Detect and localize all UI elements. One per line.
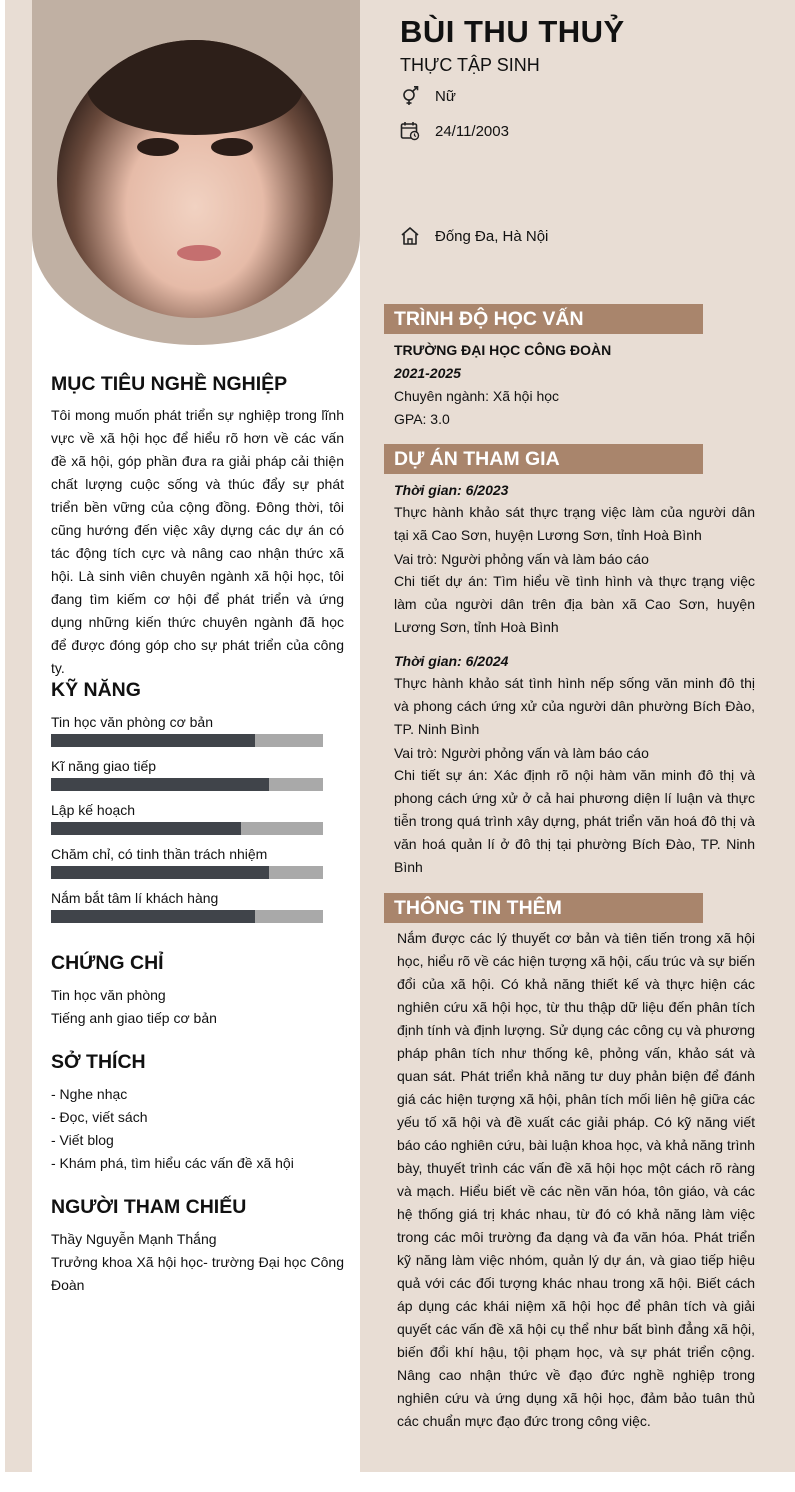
gender-row xyxy=(400,86,456,106)
skill-label: Tin học văn phòng cơ bản xyxy=(51,714,213,730)
certificates-title: CHỨNG CHỈ xyxy=(51,952,164,974)
address-row xyxy=(400,226,548,246)
project-role: Vai trò: Người phỏng vấn và làm báo cáo xyxy=(394,745,649,761)
education-gpa: GPA: 3.0 xyxy=(394,411,450,427)
project-name: Thực hành khảo sát tình hình nếp sống văn minh đô thị và phong cách ứng xử của người dân phường Bích Đào, TP. Ninh Bình xyxy=(394,675,755,737)
hobby-item: - Nghe nhạc xyxy=(51,1086,128,1102)
photo-hair xyxy=(87,40,303,135)
profile-photo xyxy=(57,40,333,318)
skill-bar-fill xyxy=(51,866,269,879)
gender-icon xyxy=(400,86,420,106)
skill-bar-fill xyxy=(51,778,269,791)
project-time: Thời gian: 6/2024 xyxy=(394,653,509,669)
birthday-row xyxy=(400,121,509,141)
skill-label: Lập kế hoạch xyxy=(51,802,136,818)
hobbies-title: SỞ THÍCH xyxy=(51,1051,146,1073)
hobby-item: - Khám phá, tìm hiểu các vấn đề xã hội xyxy=(51,1155,294,1171)
skill-bar-fill xyxy=(51,734,255,747)
objective-text: Tôi mong muốn phát triển sự nghiệp trong lĩnh vực về xã hội học để hiểu rõ hơn về các vấn đề xã hội, góp phần đưa ra giải pháp cải thiện chất lượng cuộc sống và thúc đẩy sự phát triển bền vững của cộng đồng. Đông thời, tôi cũng hướng đến việc xây dựng các dự án có tác động tích cực và nâng cao nhận thức xã hội. Là sinh viên chuyên ngành xã hội học, tôi đang tìm kiếm cơ hội để phát triển và ứng dụng những kiến thức chuyên ngành đã học để được đóng góp cho sự phát triển của công ty. xyxy=(51,407,344,676)
skills-title: KỸ NĂNG xyxy=(51,679,141,701)
skill-bar-fill xyxy=(51,822,241,835)
objective-title: MỤC TIÊU NGHỀ NGHIỆP xyxy=(51,373,288,395)
skill-bar xyxy=(51,910,323,923)
reference-position: Trưởng khoa Xã hội học- trường Đại học Công Đoàn xyxy=(51,1254,344,1293)
skill-bar xyxy=(51,822,323,835)
skill-label: Chăm chỉ, có tinh thần trách nhiệm xyxy=(51,846,268,862)
project-detail: Chi tiết sự án: Xác định rõ nội hàm văn minh đô thị và phong cách ứng xử ở cả hai phương diện lí luận và thực tiễn trong quá trình xây dựng, phát triển văn hoá đô thị và văn hoá quản lí ở đô thị tại phường Bích Đào, TP. Ninh Bình xyxy=(394,767,755,875)
project-time: Thời gian: 6/2023 xyxy=(394,482,509,498)
birthday-value: 24/11/2003 xyxy=(435,122,509,140)
hobby-item: - Đọc, viết sách xyxy=(51,1109,148,1125)
projects-title: DỰ ÁN THAM GIA xyxy=(384,444,703,474)
home-icon xyxy=(400,226,420,246)
skill-label: Nắm bắt tâm lí khách hàng xyxy=(51,890,219,906)
skill-label: Kĩ năng giao tiếp xyxy=(51,758,157,774)
references-title: NGƯỜI THAM CHIẾU xyxy=(51,1196,247,1218)
address-value: Đống Đa, Hà Nội xyxy=(435,227,549,245)
photo-eye xyxy=(211,138,253,156)
reference-person: Thầy Nguyễn Mạnh Thắng xyxy=(51,1231,217,1247)
project-detail: Chi tiết dự án: Tìm hiểu về tình hình và thực trạng việc làm của người dân trên địa bàn xã Cao Sơn, huyện Lương Sơn, tỉnh Hoà Bình xyxy=(394,573,755,635)
skill-bar xyxy=(51,778,323,791)
additional-title: THÔNG TIN THÊM xyxy=(384,893,703,923)
project-role: Vai trò: Người phỏng vấn và làm báo cáo xyxy=(394,551,649,567)
gender-value: Nữ xyxy=(435,87,456,105)
education-major: Chuyên ngành: Xã hội học xyxy=(394,388,560,404)
photo-eye xyxy=(137,138,179,156)
education-years: 2021-2025 xyxy=(394,365,461,381)
skill-bar xyxy=(51,734,323,747)
photo-lips xyxy=(177,245,221,261)
skill-bar-fill xyxy=(51,910,255,923)
candidate-role: THỰC TẬP SINH xyxy=(400,55,540,75)
school-name: TRƯỜNG ĐẠI HỌC CÔNG ĐOÀN xyxy=(394,342,612,358)
skill-bar xyxy=(51,866,323,879)
candidate-name: BÙI THU THUỶ xyxy=(400,14,625,49)
education-title: TRÌNH ĐỘ HỌC VẤN xyxy=(384,304,703,334)
hobby-item: - Viết blog xyxy=(51,1132,114,1148)
project-name: Thực hành khảo sát thực trạng việc làm của người dân tại xã Cao Sơn, huyện Lương Sơn, tỉnh Hoà Bình xyxy=(394,504,755,543)
calendar-icon xyxy=(400,121,420,141)
additional-text: Nắm được các lý thuyết cơ bản và tiên tiến trong xã hội học, hiểu rõ về các hiện tượng xã hội, cấu trúc và sự biến đổi của xã hội. Có khả năng thiết kế và thực hiện các nghiên cứu xã hội học, từ thu thập dữ liệu đến phân tích định tính và định lượng. Sử dụng các công cụ và phương pháp phân tích như thống kê, phỏng vấn, khảo sát và quan sát. Phát triển khả năng tư duy phản biện để đánh giá các hiện tượng xã hội, phân tích mối liên hệ giữa các yếu tố xã hội và đề xuất các giải pháp. Có kỹ năng viết báo cáo nghiên cứu, bài luận khoa học, và khả năng trình bày, thuyết trình các vấn đề xã hội học một cách rõ ràng và mạch. Hiểu biết về các nền văn hóa, tôn giáo, và các hệ thống giá trị khác nhau, từ đó có khả năng làm việc trong các môi trường đa dạng và đa văn hóa. Phát triển kỹ năng làm việc nhóm, quản lý dự án, và giao tiếp hiệu quả với các đối tượng khác nhau trong xã hội. Biết cách áp dụng các khái niệm xã hội học để phân tích và giải quyết các vấn đề xã hội cụ thể như bất bình đẳng xã hội, biến đổi khí hậu, tội phạm học, và sự phát triển cộng. Nâng cao nhận thức về đạo đức nghề nghiệp trong nghiên cứu và ứng dụng xã hội học, đảm bảo tuân thủ các chuẩn mực đạo đức trong công việc. xyxy=(397,930,755,1429)
certificate-item: Tiếng anh giao tiếp cơ bản xyxy=(51,1010,217,1026)
certificate-item: Tin học văn phòng xyxy=(51,987,166,1003)
